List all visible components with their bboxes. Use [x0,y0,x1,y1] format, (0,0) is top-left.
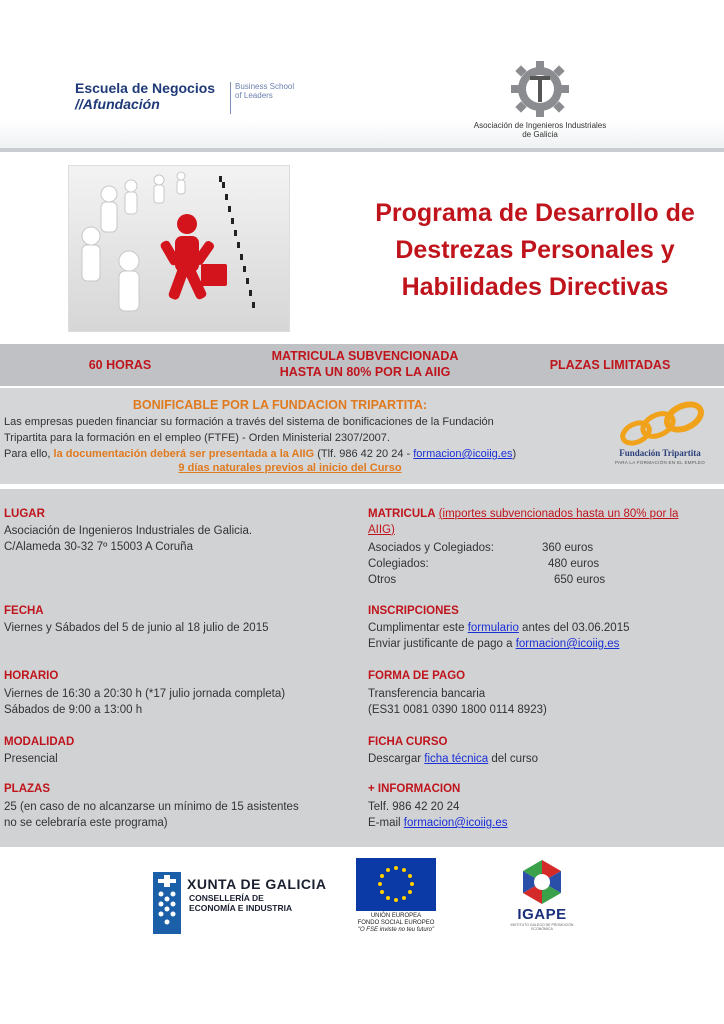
boni-line3: Para ello, la documentación deberá ser presentada a la AIIG (Tlf. 986 42 20 24 - formacion@icoiig.es) [4,448,517,460]
xunta-consellería: CONSELLERÍA DE ECONOMÍA E INDUSTRIA [189,893,293,913]
plazas-limitadas: PLAZAS LIMITADAS [549,358,671,372]
modalidad-label: MODALIDAD [4,736,75,748]
forma-pago-label: FORMA DE PAGO [368,670,466,682]
fundacion-tripartita-logo-icon [610,397,710,453]
lugar-label: LUGAR [4,508,45,520]
escuela-line2: //Afundación [75,96,160,112]
title-line3: Habilidades Directivas [401,273,669,301]
email-link[interactable]: formacion@icoiig.es [413,448,513,460]
ficha-curso-value: Descargar ficha técnica del curso [368,753,539,765]
escuela-line1: Escuela de Negocios [75,80,216,96]
otros-label: Otros [368,574,397,586]
horario-value: Viernes de 16:30 a 20:30 h (*17 julio jornada completa) Sábados de 9:00 a 13:00 h [4,688,286,716]
asociados-label: Asociados y Colegiados: [368,542,494,554]
bonificable-heading: BONIFICABLE POR LA FUNDACION TRIPARTITA: [132,398,428,412]
aiig-gear-icon [508,60,572,118]
asociados-price: 360 euros [542,542,594,554]
header-divider [0,148,724,152]
fecha-label: FECHA [4,605,44,617]
fundacion-tripartita-sub: PARA LA FORMACIÓN EN EL EMPLEO [614,460,706,465]
bonificable-text [4,414,574,462]
lugar-value: Asociación de Ingenieros Industriales de Galicia. C/Alameda 30-32 7º 15003 A Coruña [4,525,253,553]
header-background [0,0,724,150]
escuela-negocios-logo [75,80,295,113]
hours-text: 60 HORAS [88,358,152,372]
title-line1: Programa de Desarrollo de [375,199,695,227]
highlights-band [0,344,724,386]
boni-highlight: la documentación deberá ser presentada a la AIIG [53,448,315,460]
inscripciones-value: Cumplimentar este formulario antes del 03.06.2015 Enviar justificante de pago a formacion@icoiig.es [368,622,630,650]
boni-line1: Las empresas pueden financiar su formación a través del sistema de bonificaciones de la Fundación [4,416,494,428]
eu-flag-icon [356,858,436,911]
matricula-line2: HASTA UN 80% POR LA AIIG [279,365,451,379]
informacion-label: + INFORMACION [368,783,461,795]
igape-sub: INSTITUTO GALEGO DE PROMOCIÓN ECONÓMICA [510,923,574,931]
program-title [355,195,715,306]
informacion-value: Telf. 986 42 20 24 E-mail formacion@icoiig.es [368,801,508,829]
igape-name: IGAPE [517,906,567,923]
inscripciones-label: INSCRIPCIONES [368,605,459,617]
colegiados-price: 480 euros [548,558,600,570]
business-school-text: Business School of Leaders [235,82,295,100]
ficha-tecnica-link[interactable]: ficha técnica [424,753,489,765]
matricula-subvencionada [220,348,510,380]
fecha-value: Viernes y Sábados del 5 de junio al 18 julio de 2015 [4,622,269,634]
colegiados-label: Colegiados: [368,558,429,570]
modalidad-value: Presencial [4,753,58,765]
matricula-label: MATRICULA [368,508,436,520]
matricula-block: MATRICULA (importes subvencionados hasta un 80% por la AIIG) [368,508,679,536]
title-line2: Destrezas Personales y [395,236,675,264]
otros-price: 650 euros [554,574,606,586]
horario-label: HORARIO [4,670,59,682]
hero-image-runners [69,166,289,331]
aiig-name: Asociación de Ingenieros Industriales de Galicia [473,121,607,139]
plazas-label: PLAZAS [4,783,50,795]
info-email-link[interactable]: formacion@icoiig.es [403,817,508,829]
inscripciones-email-link[interactable]: formacion@icoiig.es [515,638,620,650]
ficha-curso-label: FICHA CURSO [368,736,448,748]
boni-line2: Tripartita para la formación en el empleo (FTFE) - Orden Ministerial 2307/2007. [4,432,390,444]
fundacion-tripartita-name: Fundación Tripartita [619,448,701,458]
plazas-value: 25 (en caso de no alcanzarse un mínimo de 15 asistentes no se celebraría este programa) [4,801,299,829]
xunta-emblem-icon [153,872,181,934]
dias-previos: 9 días naturales previos al inicio del Curso [178,462,402,474]
matricula-note: (importes subvencionados hasta un 80% por la [438,508,679,520]
eu-text: UNIÓN EUROPEA FONDO SOCIAL EUROPEO "O FSE inviste no teu futuro" [357,913,435,933]
xunta-name: XUNTA DE GALICIA [187,876,327,892]
igape-logo-icon [515,858,569,906]
logo-divider [230,82,231,114]
forma-pago-value: Transferencia bancaria (ES31 0081 0390 1800 0114 8923) [368,688,547,716]
formulario-link[interactable]: formulario [467,622,519,634]
matricula-line1: MATRICULA SUBVENCIONADA [271,349,459,363]
